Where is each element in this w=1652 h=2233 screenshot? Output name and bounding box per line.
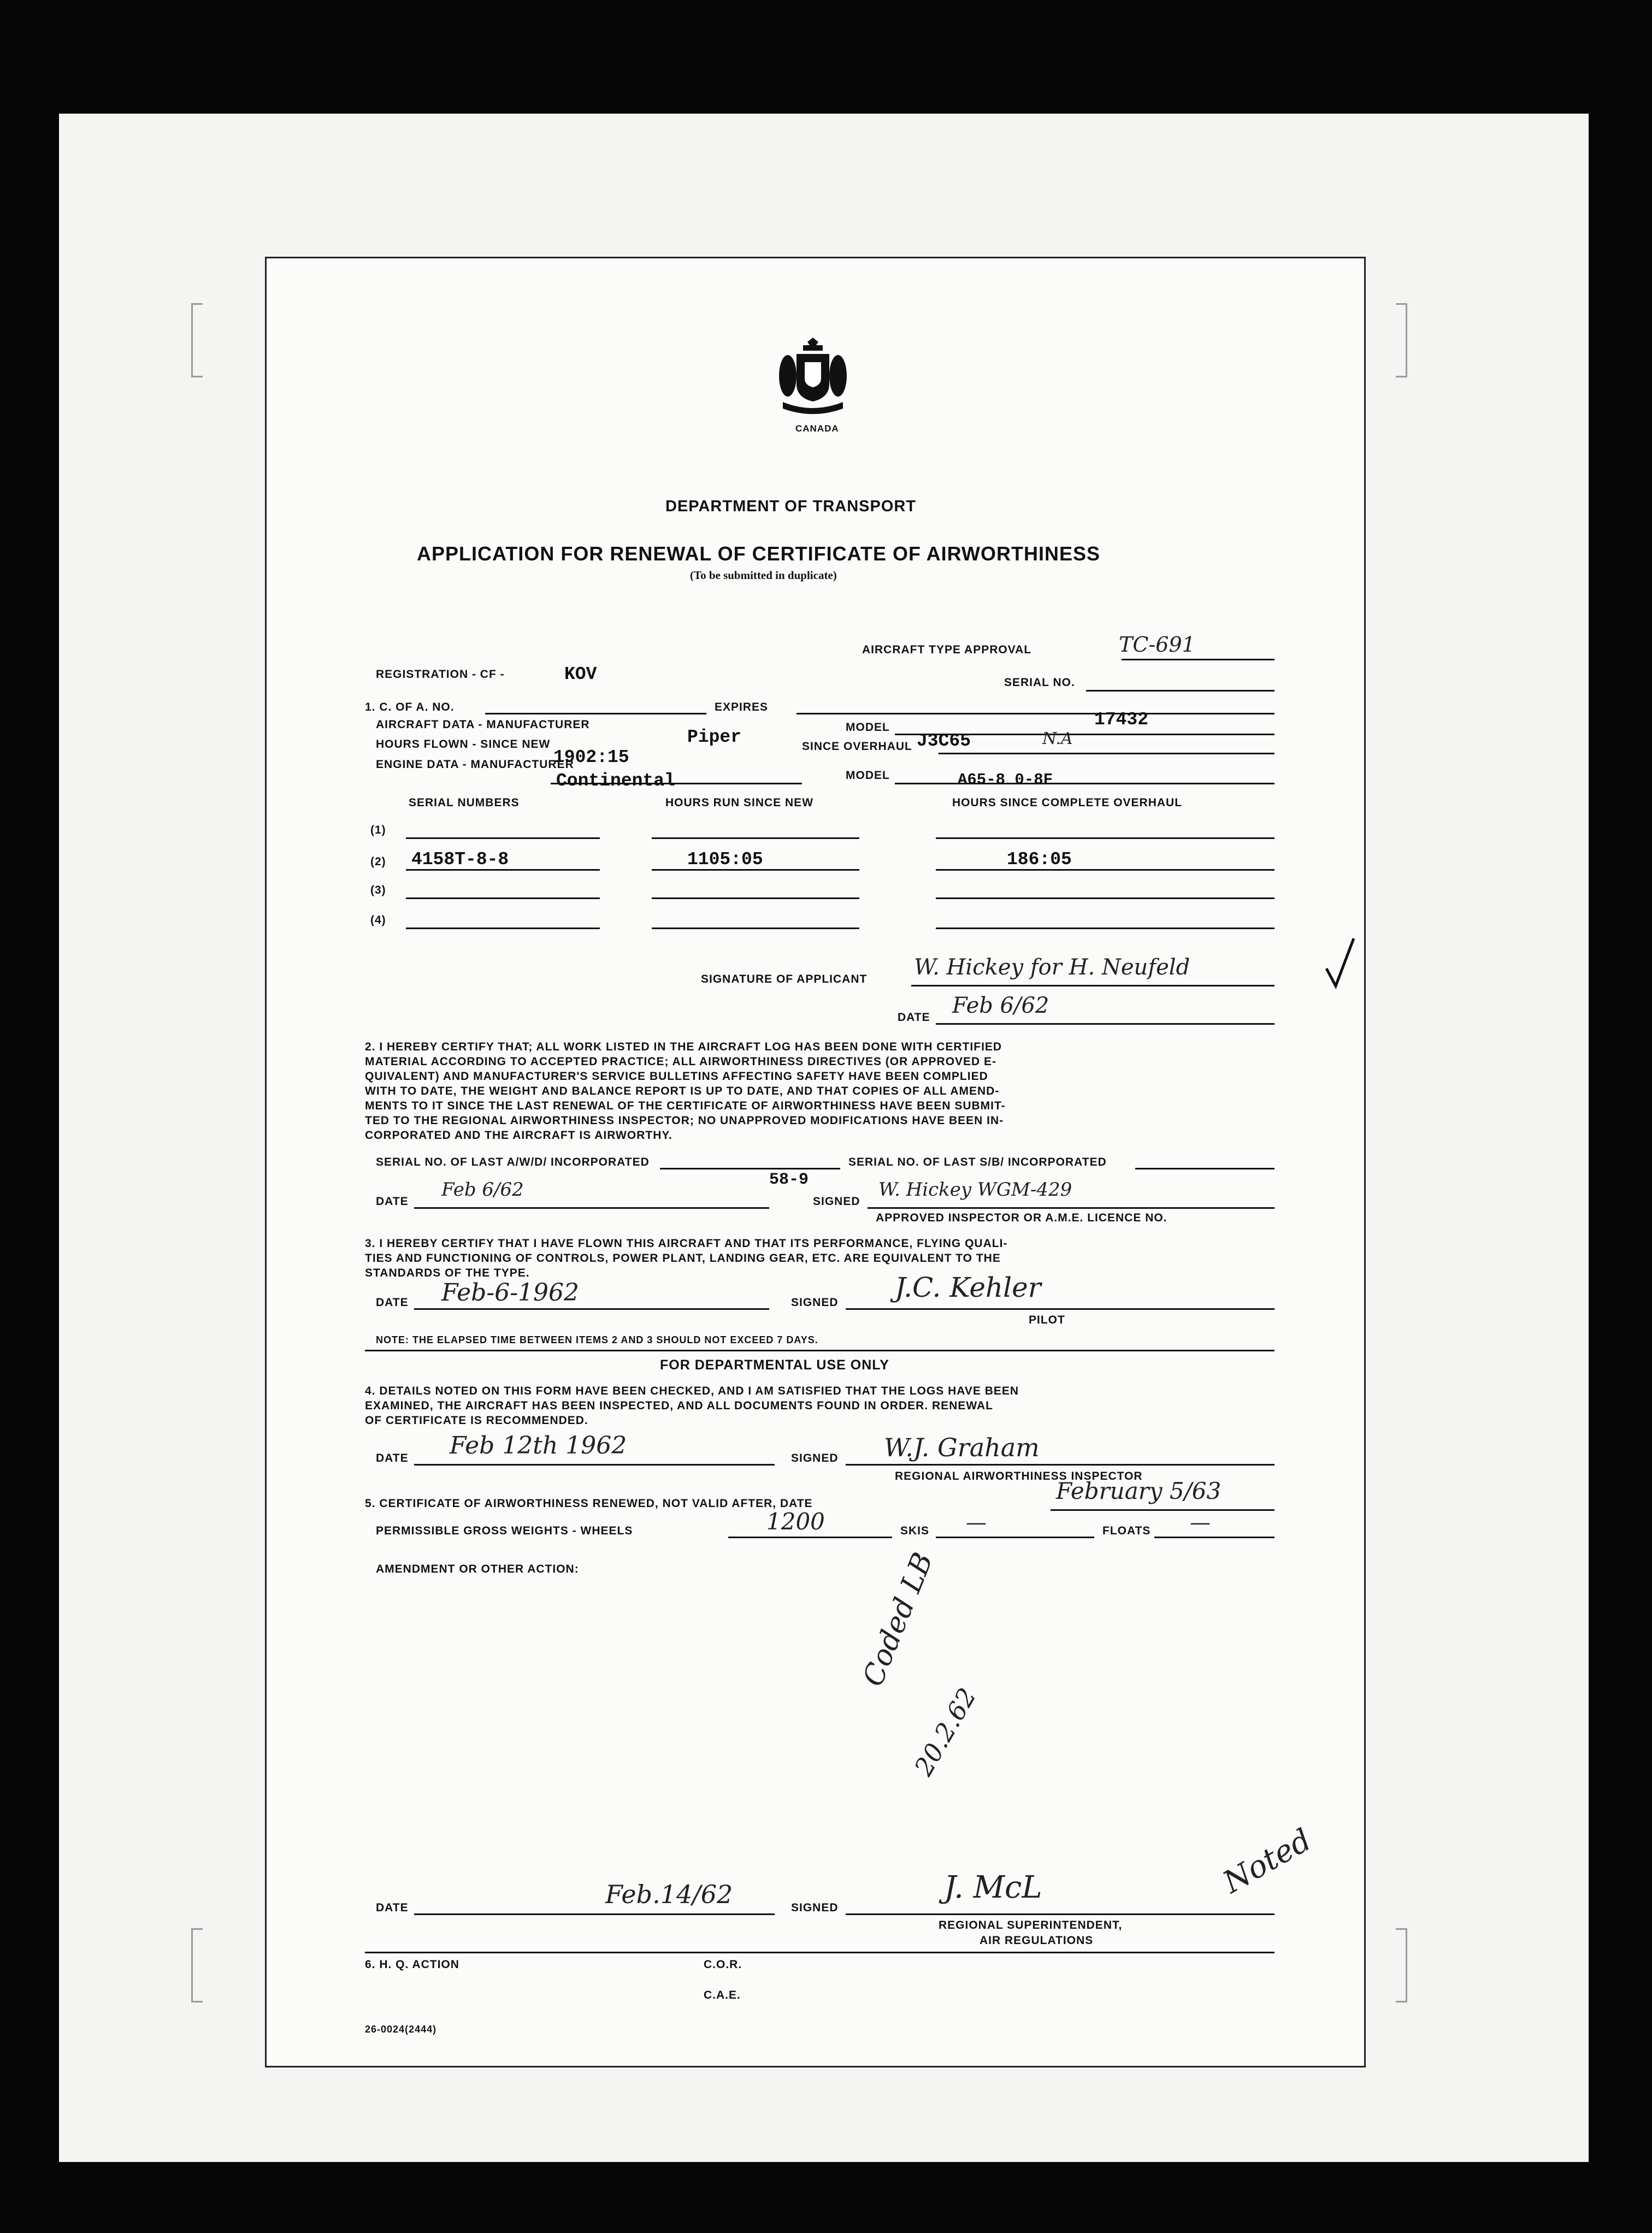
serial-no-label: SERIAL NO. <box>1004 676 1075 689</box>
wheels-weight[interactable]: 1200 <box>766 1508 825 1535</box>
form-title: APPLICATION FOR RENEWAL OF CERTIFICATE OF AIRWORTHINESS <box>417 542 1100 565</box>
col-hours-since-overhaul: HOURS SINCE COMPLETE OVERHAUL <box>952 796 1183 809</box>
section-2-date-label: DATE <box>376 1195 409 1208</box>
row-number: (2) <box>370 855 386 868</box>
section-3-signed-label: SIGNED <box>791 1296 839 1309</box>
section-4-date[interactable]: Feb 12th 1962 <box>450 1432 627 1460</box>
final-date[interactable]: Feb.14/62 <box>605 1880 733 1909</box>
check-mark-icon <box>1324 936 1356 990</box>
film-bracket <box>1396 1928 1407 2002</box>
section-3-date[interactable]: Feb-6-1962 <box>441 1279 580 1307</box>
row-number: (3) <box>370 884 386 896</box>
floats-weight[interactable]: — <box>1190 1510 1211 1534</box>
floats-label: FLOATS <box>1102 1525 1151 1537</box>
applicant-date[interactable]: Feb 6/62 <box>952 993 1049 1018</box>
hours-flown-label: HOURS FLOWN - SINCE NEW <box>376 738 551 751</box>
section-3-date-label: DATE <box>376 1296 409 1309</box>
sb-label: SERIAL NO. OF LAST S/B/ INCORPORATED <box>848 1156 1107 1168</box>
expires-label: EXPIRES <box>715 701 769 713</box>
film-bracket <box>191 1928 203 2002</box>
cor-label: C.O.R. <box>704 1958 742 1971</box>
row-number: (1) <box>370 824 386 836</box>
inspector-signature[interactable]: W.J. Graham <box>884 1433 1040 1462</box>
since-overhaul-label: SINCE OVERHAUL <box>802 740 912 753</box>
section-2-date[interactable]: Feb 6/62 <box>441 1179 524 1201</box>
coded-note: Coded LB <box>857 1548 940 1691</box>
type-approval-value[interactable]: TC-691 <box>1119 633 1195 657</box>
registration-value[interactable]: KOV <box>564 664 597 684</box>
approved-inspector-caption: APPROVED INSPECTOR OR A.M.E. LICENCE NO. <box>876 1212 1167 1224</box>
awd-label: SERIAL NO. OF LAST A/W/D/ INCORPORATED <box>376 1156 650 1168</box>
form-number: 26-0024(2444) <box>365 2024 437 2035</box>
registration-label: REGISTRATION - CF - <box>376 668 505 681</box>
coded-note-date: 20.2.62 <box>908 1682 982 1781</box>
engine-manufacturer-label: ENGINE DATA - MANUFACTURER <box>376 758 574 771</box>
superintendent-caption-1: REGIONAL SUPERINTENDENT, <box>939 1919 1123 1931</box>
pilot-signature[interactable]: J.C. Kehler <box>895 1272 1041 1303</box>
form-sheet <box>265 257 1366 2067</box>
since-overhaul-value[interactable]: N.A <box>1042 729 1073 748</box>
canada-crest-icon <box>775 338 851 425</box>
section-2-signed-label: SIGNED <box>813 1195 860 1208</box>
film-bracket <box>1396 303 1407 377</box>
superintendent-caption-2: AIR REGULATIONS <box>980 1934 1094 1947</box>
departmental-heading: FOR DEPARTMENTAL USE ONLY <box>660 1357 889 1373</box>
section-4-recommendation: 4. DETAILS NOTED ON THIS FORM HAVE BEEN CHECKED, AND I AM SATISFIED THAT THE LOGS HAVE BEEN EXAMINED, THE AIRCRAFT HAS BEEN INSPECTED, AND ALL DOCUMENTS FOUND IN ORDER. RENEWAL OF CERTIFICATE IS RECOMMENDED. <box>365 1385 1019 1427</box>
row-number: (4) <box>370 914 386 926</box>
elapsed-time-note: NOTE: THE ELAPSED TIME BETWEEN ITEMS 2 AND 3 SHOULD NOT EXCEED 7 DAYS. <box>376 1334 818 1345</box>
hours-since-overhaul-value[interactable]: 186:05 <box>1007 849 1072 870</box>
section-4-date-label: DATE <box>376 1452 409 1464</box>
aircraft-manufacturer-label: AIRCRAFT DATA - MANUFACTURER <box>376 718 590 731</box>
applicant-date-label: DATE <box>898 1011 930 1024</box>
renewal-date[interactable]: February 5/63 <box>1056 1478 1222 1504</box>
crest-caption: CANADA <box>795 423 839 434</box>
gross-weights-label: PERMISSIBLE GROSS WEIGHTS - WHEELS <box>376 1525 633 1537</box>
section-4-signed-label: SIGNED <box>791 1452 839 1464</box>
hours-flown-value[interactable]: 1902:15 <box>553 747 629 767</box>
section-2-certification: 2. I HEREBY CERTIFY THAT; ALL WORK LISTED IN THE AIRCRAFT LOG HAS BEEN DONE WITH CERTIFIED MATERIAL ACCORDING TO ACCEPTED PRACTICE; ALL AIRWORTHINESS DIRECTIVES (OR APPROVED E- QUIVALENT) AND MANUFACTURER'S SERVICE BULLETINS AFFECTING SAFETY HAVE BEEN COMPLIED WITH TO DATE, THE WEIGHT AND BALANCE REPORT IS UP TO DATE, AND THAT COPIES OF ALL AMEND- MENTS TO IT SINCE THE LAST RENEWAL OF THE CERTIFICATE OF AIRWORTHINESS HAVE BEEN SUBMIT- TED TO THE REGIONAL AIRWORTHINESS INSPECTOR; NO UNAPPROVED MODIFICATIONS HAVE BEEN IN- CORPORATED AND THE AIRCRAFT IS AIRWORTHY. <box>365 1041 1006 1142</box>
hq-action-label: 6. H. Q. ACTION <box>365 1958 459 1971</box>
engine-manufacturer-value[interactable]: Continental <box>556 771 675 791</box>
skis-label: SKIS <box>900 1525 930 1537</box>
noted-annotation: Noted <box>1217 1822 1318 1901</box>
pilot-caption: PILOT <box>1029 1314 1065 1326</box>
engine-model-value[interactable]: A65-8 0-8F <box>958 771 1053 789</box>
aircraft-manufacturer-value[interactable]: Piper <box>687 727 742 747</box>
regional-inspector-caption: REGIONAL AIRWORTHINESS INSPECTOR <box>895 1470 1143 1482</box>
film-bracket <box>191 303 203 377</box>
department-heading: DEPARTMENT OF TRANSPORT <box>665 498 917 515</box>
section-3-certification: 3. I HEREBY CERTIFY THAT I HAVE FLOWN THIS AIRCRAFT AND THAT ITS PERFORMANCE, FLYING QUALI- TIES AND FUNCTIONING OF CONTROLS, POWER PLANT, LANDING GEAR, ETC. ARE EQUIVALENT TO THE STANDARDS OF THE TYPE. <box>365 1237 1008 1279</box>
skis-weight[interactable]: — <box>966 1510 987 1534</box>
applicant-signature-label: SIGNATURE OF APPLICANT <box>701 973 868 985</box>
form-subtitle: (To be submitted in duplicate) <box>690 569 837 582</box>
amendment-label: AMENDMENT OR OTHER ACTION: <box>376 1563 579 1575</box>
final-signed-label: SIGNED <box>791 1901 839 1914</box>
section-2-signature[interactable]: W. Hickey WGM-429 <box>878 1179 1072 1201</box>
model-value[interactable]: J3C65 <box>917 731 971 751</box>
model-label: MODEL <box>846 721 890 734</box>
col-hours-since-new: HOURS RUN SINCE NEW <box>665 796 814 809</box>
applicant-signature[interactable]: W. Hickey for H. Neufeld <box>914 955 1190 980</box>
final-date-label: DATE <box>376 1901 409 1914</box>
c-of-a-label: 1. C. OF A. NO. <box>365 701 455 713</box>
serial-no-value[interactable]: 17432 <box>1094 710 1149 730</box>
engine-model-label: MODEL <box>846 769 890 782</box>
engine-serial-value[interactable]: 4158T-8-8 <box>411 849 509 870</box>
awd-value[interactable]: 58-9 <box>769 1171 809 1189</box>
renewal-label: 5. CERTIFICATE OF AIRWORTHINESS RENEWED, NOT VALID AFTER, DATE <box>365 1497 813 1510</box>
hours-since-new-value[interactable]: 1105:05 <box>687 849 763 870</box>
cae-label: C.A.E. <box>704 1989 741 2001</box>
col-serial-numbers: SERIAL NUMBERS <box>409 796 520 809</box>
type-approval-label: AIRCRAFT TYPE APPROVAL <box>862 643 1032 656</box>
superintendent-signature[interactable]: J. McL <box>944 1870 1042 1905</box>
